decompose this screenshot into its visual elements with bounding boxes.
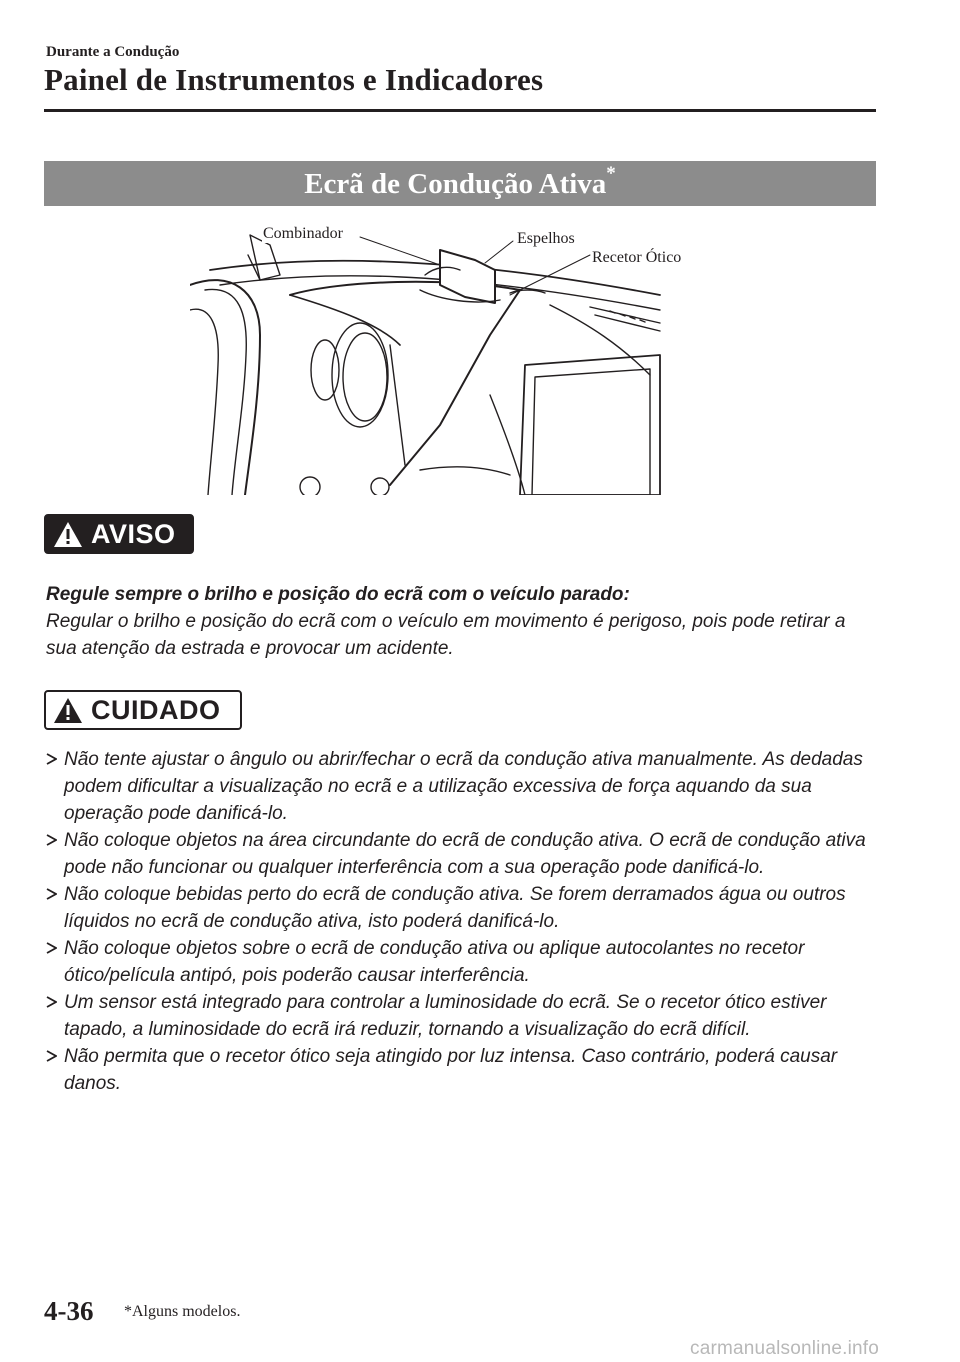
footnote-asterisk: * (606, 163, 616, 184)
arrow-bullet-icon (46, 753, 57, 765)
list-item: Um sensor está integrado para controlar a luminosidade do ecrã. Se o recetor ótico estiver tapado, a luminosidade do ecrã irá reduzir, tornando a visualização do ecrã difícil. (46, 989, 876, 1043)
arrow-bullet-icon (46, 834, 57, 846)
arrow-bullet-icon (46, 942, 57, 954)
page-number: 4-36 (44, 1296, 94, 1326)
warning-badge-label: AVISO (91, 518, 176, 549)
section-label: Durante a Condução (46, 44, 180, 60)
caution-list (46, 746, 876, 1097)
warning-heading: Regule sempre o brilho e posição do ecrã com o veículo parado: (46, 584, 630, 605)
section-title: Ecrã de Condução Ativa (304, 168, 607, 200)
section-title-band (44, 161, 876, 206)
warning-badge (44, 514, 194, 554)
arrow-bullet-icon (46, 1050, 57, 1062)
watermark: carmanualsonline.info (690, 1338, 880, 1359)
chapter-divider (44, 109, 876, 112)
caution-badge (44, 690, 242, 730)
list-item: Não tente ajustar o ângulo ou abrir/fechar o ecrã da condução ativa manualmente. As dedadas podem dificultar a visualização no ecrã e a utilização excessiva de força aquando da sua operação pode danificá-lo. (46, 746, 876, 827)
arrow-bullet-icon (46, 996, 57, 1008)
list-item: Não coloque bebidas perto do ecrã de condução ativa. Se forem derramados água ou outros líquidos no ecrã de condução ativa, isto poderá danificá-lo. (46, 881, 876, 935)
warning-text: Regular o brilho e posição do ecrã com o veículo em movimento é perigoso, pois pode retirar a sua atenção da estrada e provocar um acidente. (46, 611, 846, 659)
callout-combiner: Combinador (263, 225, 343, 242)
caution-triangle-icon (53, 697, 83, 724)
arrow-bullet-icon (46, 888, 57, 900)
warning-triangle-icon (53, 521, 83, 548)
chapter-title: Painel de Instrumentos e Indicadores (44, 62, 544, 97)
footnote: *Alguns modelos. (124, 1303, 241, 1320)
callout-optical-receiver: Recetor Ótico (592, 249, 682, 266)
list-item: Não coloque objetos sobre o ecrã de condução ativa ou aplique autocolantes no recetor ótico/película antipó, pois poderão causar interferência. (46, 935, 876, 989)
caution-badge-label: CUIDADO (91, 694, 221, 725)
list-item: Não permita que o recetor ótico seja atingido por luz intensa. Caso contrário, poderá causar danos. (46, 1043, 876, 1097)
callout-mirrors: Espelhos (517, 230, 575, 247)
list-item: Não coloque objetos na área circundante do ecrã de condução ativa. O ecrã de condução ativa pode não funcionar ou qualquer interferência com a sua operação pode danificá-lo. (46, 827, 876, 881)
